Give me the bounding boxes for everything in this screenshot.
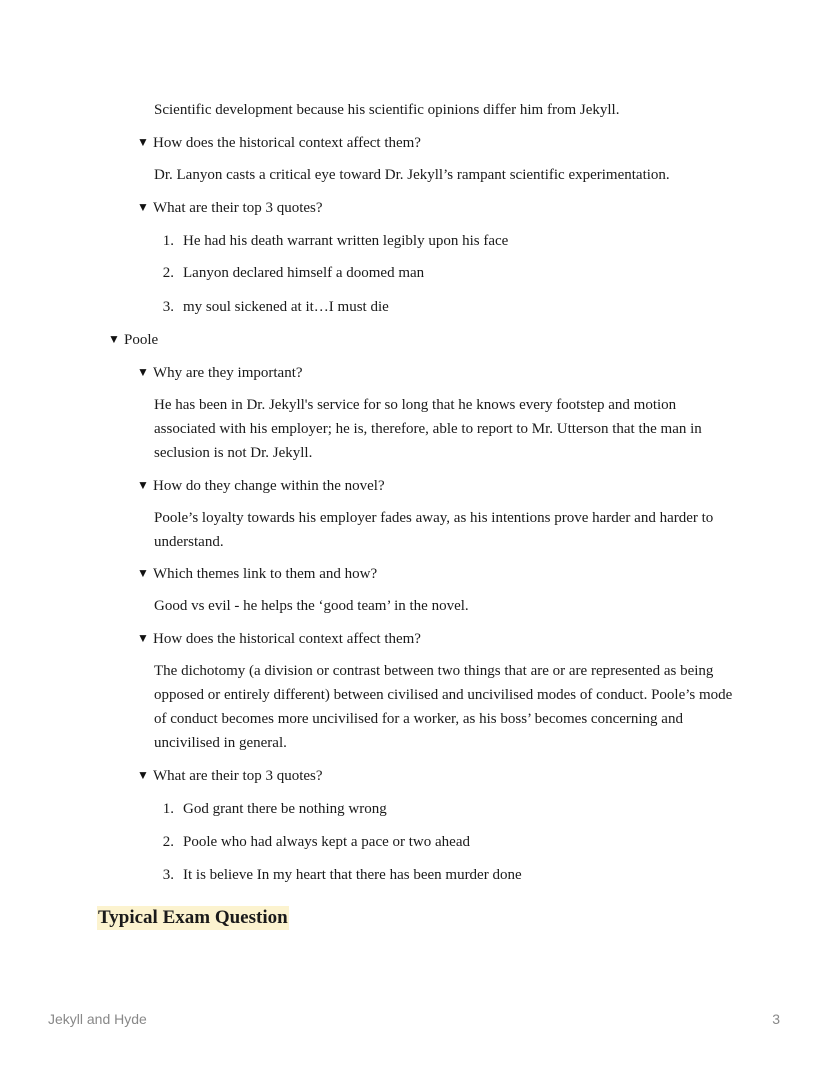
toggle-poole-important[interactable]: [137, 361, 303, 385]
toggle-label: What are their top 3 quotes?: [153, 768, 323, 784]
triangle-down-icon[interactable]: ▼: [137, 200, 149, 214]
list-item: [154, 797, 387, 821]
character-name: Poole: [124, 332, 159, 348]
list-item: [154, 830, 470, 854]
triangle-down-icon[interactable]: ▼: [108, 332, 120, 346]
list-number: 1.: [162, 233, 174, 249]
list-item: [154, 295, 389, 319]
list-number: 3.: [162, 867, 174, 883]
toggle-poole-context[interactable]: [137, 627, 421, 651]
quote-text: It is believe In my heart that there has been murder done: [183, 867, 522, 883]
list-number: 1.: [162, 801, 174, 817]
triangle-down-icon[interactable]: ▼: [137, 478, 149, 492]
toggle-poole-change[interactable]: [137, 474, 385, 498]
poole-themes-answer: Good vs evil - he helps the ‘good team’ in the novel.: [154, 598, 469, 614]
section-heading: Typical Exam Question: [98, 907, 288, 928]
poole-change-answer: Poole’s loyalty towards his employer fades away, as his intentions prove harder and harder to understand.: [154, 510, 714, 550]
toggle-lanyon-context[interactable]: [137, 131, 421, 155]
page-number: 3: [772, 1011, 780, 1027]
lanyon-scientific-text: Scientific development because his scientific opinions differ him from Jekyll.: [154, 102, 620, 118]
quote-text: He had his death warrant written legibly upon his face: [183, 233, 509, 249]
toggle-label: Why are they important?: [153, 365, 303, 381]
list-number: 3.: [162, 299, 174, 315]
triangle-down-icon[interactable]: ▼: [137, 768, 149, 782]
toggle-label: Which themes link to them and how?: [153, 566, 378, 582]
toggle-poole-quotes[interactable]: [137, 764, 323, 788]
toggle-label: How does the historical context affect them?: [153, 631, 421, 647]
toggle-poole[interactable]: [108, 328, 158, 352]
toggle-poole-themes[interactable]: [137, 562, 377, 586]
poole-important-answer: He has been in Dr. Jekyll's service for so long that he knows every footstep and motion associated with his employer; he is, therefore, able to report to Mr. Utterson that the man in seclusion is not Dr. Jekyll.: [154, 397, 702, 461]
triangle-down-icon[interactable]: ▼: [137, 135, 149, 149]
footer-title: Jekyll and Hyde: [48, 1011, 147, 1027]
quote-text: my soul sickened at it…I must die: [183, 299, 389, 315]
toggle-label: What are their top 3 quotes?: [153, 200, 323, 216]
toggle-label: How do they change within the novel?: [153, 478, 385, 494]
lanyon-context-answer: Dr. Lanyon casts a critical eye toward Dr. Jekyll’s rampant scientific experimentation.: [154, 167, 670, 183]
triangle-down-icon[interactable]: ▼: [137, 566, 149, 580]
list-item: [154, 261, 424, 285]
triangle-down-icon[interactable]: ▼: [137, 631, 149, 645]
list-number: 2.: [162, 265, 174, 281]
list-item: [154, 229, 508, 253]
triangle-down-icon[interactable]: ▼: [137, 365, 149, 379]
list-number: 2.: [162, 834, 174, 850]
toggle-lanyon-quotes[interactable]: [137, 196, 323, 220]
quote-text: God grant there be nothing wrong: [183, 801, 387, 817]
list-item: [154, 863, 522, 887]
poole-context-answer: The dichotomy (a division or contrast between two things that are or are represented as being opposed or entirely different) between civilised and uncivilised modes of conduct. Poole’s mode of conduct becomes more uncivilised for a worker, as his boss’ becomes concerning and uncivilised in general.: [154, 663, 733, 751]
quote-text: Lanyon declared himself a doomed man: [183, 265, 425, 281]
quote-text: Poole who had always kept a pace or two ahead: [183, 834, 470, 850]
toggle-label: How does the historical context affect them?: [153, 135, 421, 151]
